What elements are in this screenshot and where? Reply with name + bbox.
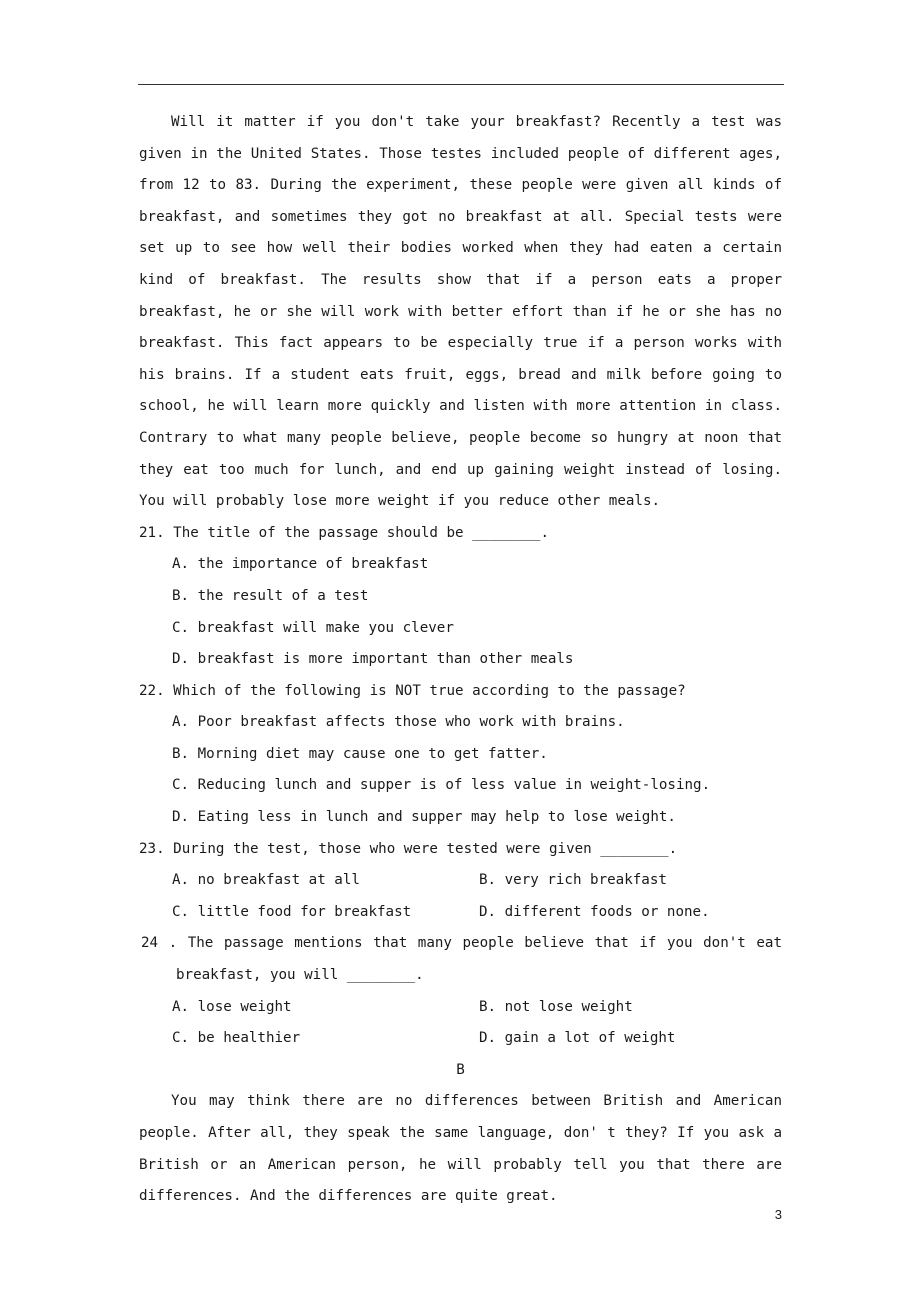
question-22	[139, 676, 782, 834]
option-c: C. breakfast will make you clever	[172, 619, 454, 636]
header-rule	[138, 84, 784, 85]
option-c: C. little food for breakfast	[172, 903, 412, 920]
passage-a-text: Will it matter if you don't take your breakfast? Recently a test was given in the United States. Those testes included people of different ages, from 12 to 83. During the experiment, these people were given all kinds of breakfast, and sometimes they got no breakfast at all. Special tests were set up to see how well their bodies worked when they had eaten a certain kind of breakfast. The results show that if a person eats a proper breakfast, he or she will work with better effort than if he or she has no breakfast. This fact appears to be especially true if a person works with his brains. If a student eats fruit, eggs, bread and milk before going to school, he will learn more quickly and listen with more attention in class. Contrary to what many people believe, people become so hungry at noon that they eat too much for lunch, and end up gaining weight instead of losing. You will probably lose more weight if you reduce other meals.	[139, 114, 782, 510]
option-b: B. the result of a test	[172, 587, 369, 604]
question-stem: 21. The title of the passage should be ________.	[139, 524, 549, 541]
passage-b-text: You may think there are no differences between British and American people. After all, they speak the same language, don' t they? If you ask a British or an American person, he will probably tell you that there are differences. And the differences are quite great.	[139, 1093, 782, 1205]
option-a: A. lose weight	[172, 998, 292, 1015]
option-a: A. no breakfast at all	[172, 872, 360, 889]
section-b-heading: B	[456, 1061, 465, 1078]
question-stem: 23. During the test, those who were tested were given ________.	[139, 840, 678, 857]
passage-b	[139, 1086, 782, 1212]
option-a: A. Poor breakfast affects those who work with brains.	[172, 714, 625, 731]
page-number: 3	[774, 1207, 782, 1222]
option-c: C. be healthier	[172, 1030, 301, 1047]
option-b: B. Morning diet may cause one to get fatter.	[172, 745, 548, 762]
question-stem	[139, 928, 782, 991]
passage-a	[139, 107, 782, 518]
option-b: B. not lose weight	[479, 998, 633, 1015]
option-d: D. gain a lot of weight	[479, 1030, 676, 1047]
question-stem: 22. Which of the following is NOT true according to the passage?	[139, 682, 686, 699]
option-a: A. the importance of breakfast	[172, 556, 429, 573]
option-row	[139, 992, 782, 1024]
option-b: B. very rich breakfast	[479, 872, 667, 889]
option-d: D. different foods or none.	[479, 903, 710, 920]
question-24	[139, 928, 782, 1054]
question-stem-line2: breakfast, you will ________.	[176, 967, 424, 984]
question-stem-line1: 24 . The passage mentions that many people believe that if you don't eat	[141, 935, 782, 952]
question-23	[139, 834, 782, 929]
question-21	[139, 518, 782, 676]
page-content	[139, 107, 782, 1213]
option-c: C. Reducing lunch and supper is of less value in weight-losing.	[172, 777, 711, 794]
option-row	[139, 865, 782, 897]
option-row	[139, 1023, 782, 1055]
option-row	[139, 897, 782, 929]
option-d: D. breakfast is more important than other meals	[172, 651, 574, 668]
option-d: D. Eating less in lunch and supper may help to lose weight.	[172, 809, 676, 826]
